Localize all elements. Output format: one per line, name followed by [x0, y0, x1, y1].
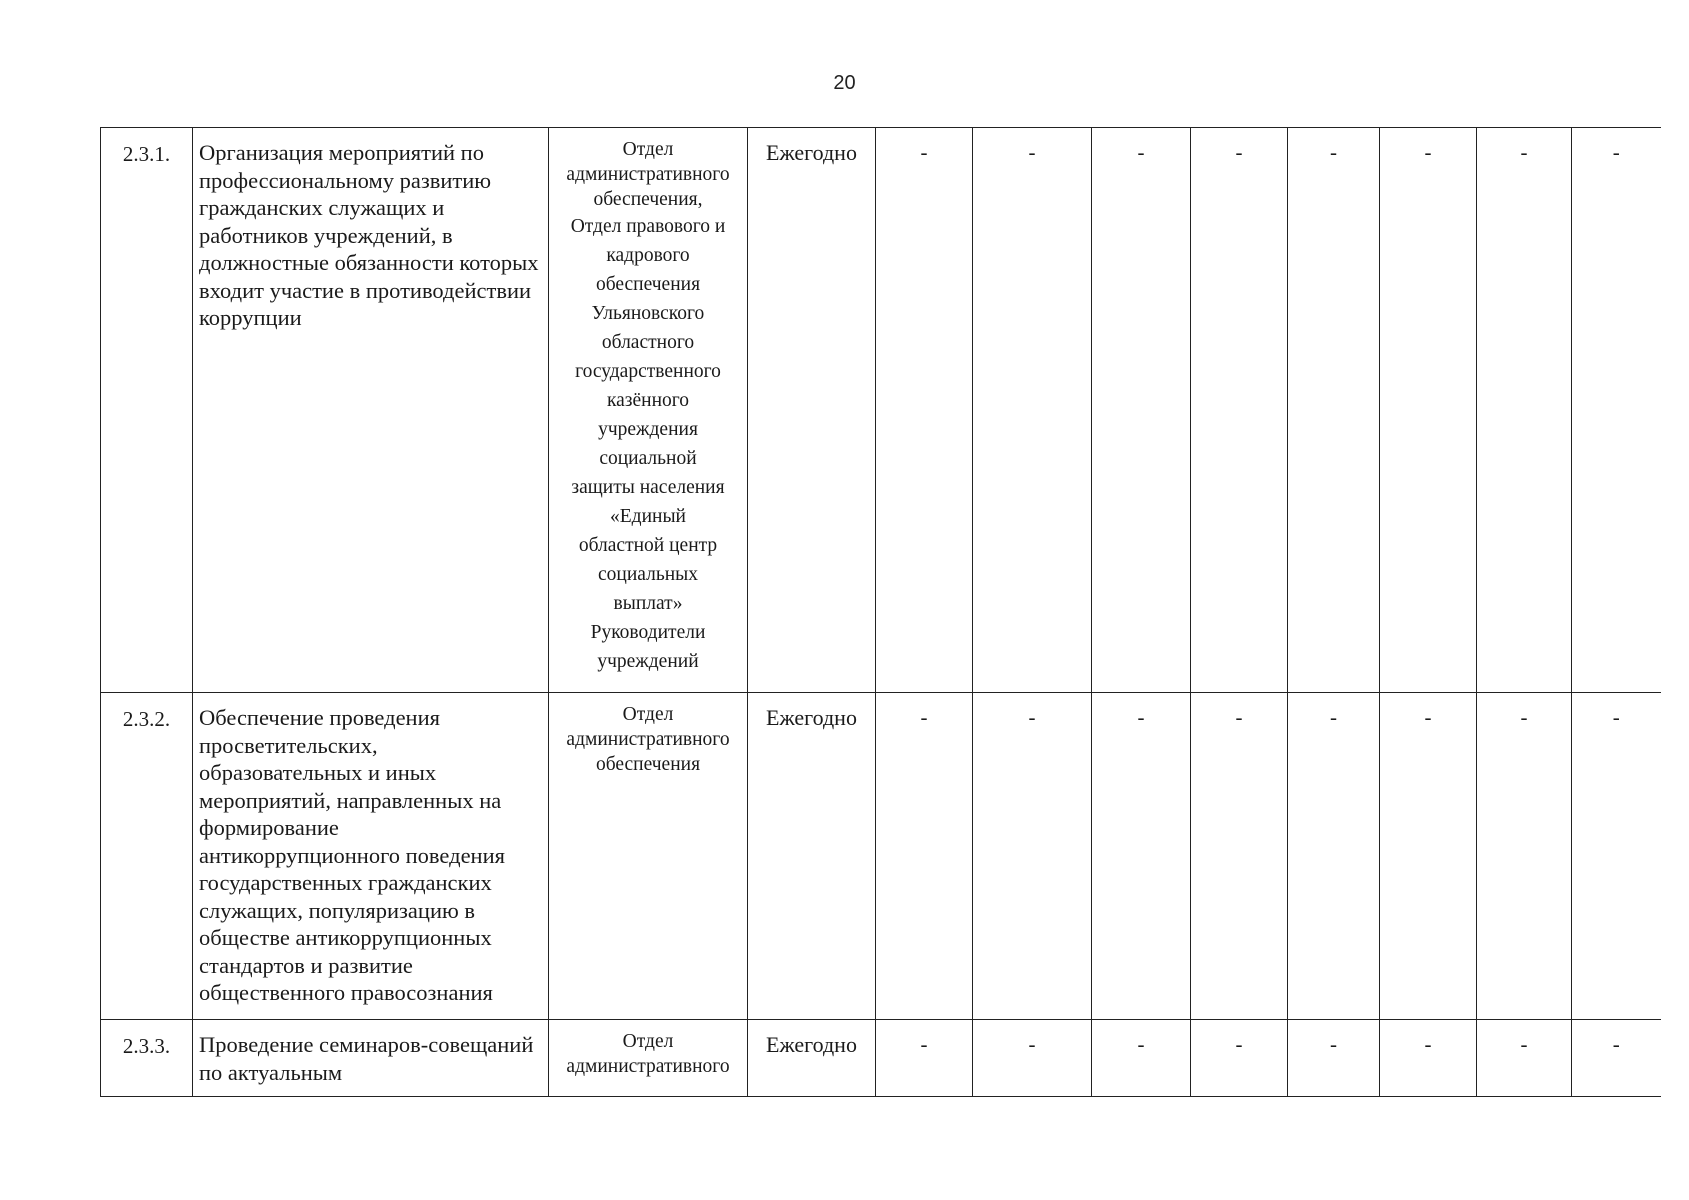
- value-cell: -: [1191, 1020, 1288, 1097]
- table-row: [101, 128, 1661, 693]
- executor-line: Отдел: [622, 704, 674, 725]
- value-cell: -: [876, 1020, 973, 1097]
- executor-line: выплат»: [613, 593, 683, 614]
- executor-line: обеспечения: [595, 274, 701, 295]
- executor-cell: [549, 1020, 748, 1097]
- executor-line: учреждений: [597, 651, 699, 672]
- value-cell: -: [1191, 128, 1288, 693]
- value-cell: -: [1092, 1020, 1191, 1097]
- executor-line: областной центр: [578, 535, 718, 556]
- value-cell: -: [1572, 128, 1661, 693]
- value-cell: -: [1288, 1020, 1380, 1097]
- executor-cell: [549, 693, 748, 1020]
- value-cell: -: [1288, 693, 1380, 1020]
- executor-line: Отдел правового и: [570, 216, 726, 237]
- activity-name: Проведение семинаров-совещаний по актуальным: [193, 1020, 549, 1097]
- activity-name: Организация мероприятий по профессиональному развитию гражданских служащих и работников учреждений, в должностные обязанности которых входит участие в противодействии коррупции: [193, 128, 549, 693]
- value-cell: -: [1477, 128, 1572, 693]
- value-cell: -: [1477, 1020, 1572, 1097]
- executor-line: областного: [601, 332, 695, 353]
- executor-line: Руководители: [590, 622, 706, 643]
- value-cell: -: [973, 1020, 1092, 1097]
- executor-line: обеспечения,: [593, 189, 703, 210]
- activity-name: Обеспечение проведения просветительских, образовательных и иных мероприятий, направленных на формирование антикоррупционного поведения государственных гражданских служащих, популяризацию в обществе антикоррупционных стандартов и развитие общественного правосознания: [193, 693, 549, 1020]
- executor-line: государственного: [575, 361, 721, 382]
- value-cell: -: [973, 128, 1092, 693]
- value-cell: -: [1092, 128, 1191, 693]
- table-row: [101, 1020, 1661, 1097]
- row-number: 2.3.3.: [101, 1020, 193, 1097]
- value-cell: -: [1191, 693, 1288, 1020]
- executor-line: административного: [566, 164, 730, 185]
- value-cell: -: [876, 693, 973, 1020]
- value-cell: -: [876, 128, 973, 693]
- executor-line: защиты населения: [571, 477, 725, 498]
- executor-line: административного: [566, 1056, 730, 1077]
- value-cell: -: [1288, 128, 1380, 693]
- value-cell: -: [1477, 693, 1572, 1020]
- value-cell: -: [1380, 1020, 1477, 1097]
- executor-cell: [549, 128, 748, 693]
- executor-line: Ульяновского: [591, 303, 705, 324]
- value-cell: -: [1572, 693, 1661, 1020]
- period-cell: Ежегодно: [748, 1020, 876, 1097]
- executor-line: Отдел: [622, 1031, 674, 1052]
- value-cell: -: [1572, 1020, 1661, 1097]
- value-cell: -: [1380, 128, 1477, 693]
- value-cell: -: [1380, 693, 1477, 1020]
- row-number: 2.3.2.: [101, 693, 193, 1020]
- row-number: 2.3.1.: [101, 128, 193, 693]
- table-row: [101, 693, 1661, 1020]
- page-number: 20: [833, 72, 856, 94]
- executor-line: учреждения: [598, 419, 698, 440]
- executor-line: кадрового: [606, 245, 690, 266]
- executor-line: административного: [566, 729, 730, 750]
- executor-line: Отдел: [622, 139, 674, 160]
- executor-line: «Единый: [610, 506, 686, 527]
- executor-line: обеспечения: [595, 754, 701, 775]
- executor-line: социальных: [597, 564, 698, 585]
- period-cell: Ежегодно: [748, 128, 876, 693]
- executor-line: казённого: [606, 390, 690, 411]
- executor-line: социальной: [599, 448, 697, 469]
- period-cell: Ежегодно: [748, 693, 876, 1020]
- value-cell: -: [973, 693, 1092, 1020]
- value-cell: -: [1092, 693, 1191, 1020]
- plan-table: [100, 127, 1661, 1097]
